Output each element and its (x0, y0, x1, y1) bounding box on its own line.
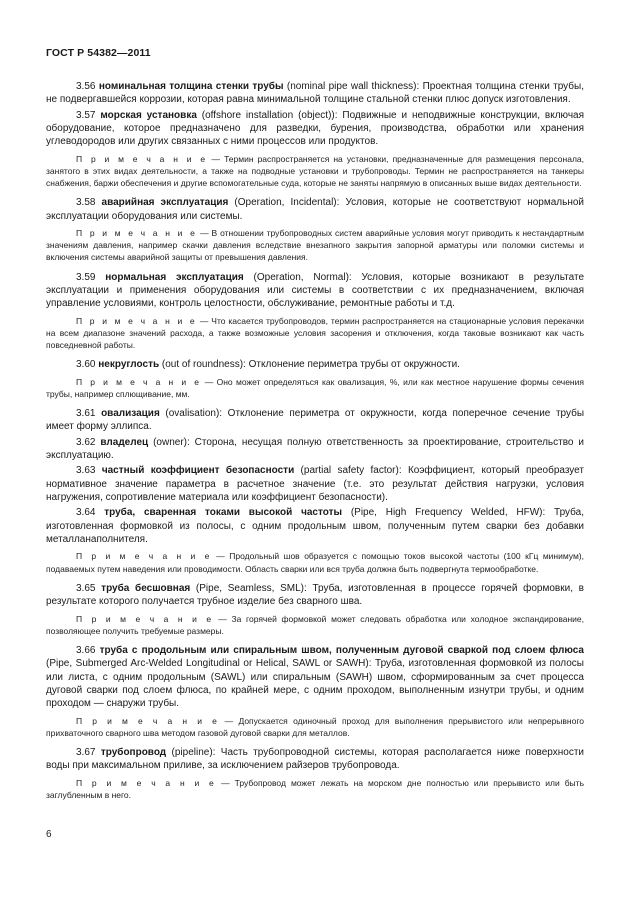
entry-number: 3.57 (76, 109, 96, 121)
entry-definition: (out of roundness): Отклонение периметра трубы от окружности. (159, 359, 460, 371)
note-label: П р и м е ч а н и е (76, 613, 214, 624)
note-label: П р и м е ч а н и е (76, 715, 220, 726)
note-label: П р и м е ч а н и е (76, 228, 198, 239)
entry-number: 3.63 (76, 465, 96, 477)
entry-number: 3.66 (76, 644, 96, 656)
entry-number: 3.61 (76, 408, 96, 420)
entry-definition: (Pipe, Seamless, SML): Труба, изготовленная в процессе горячей формовки, в результате которого получается трубное изделие без сварного шва. (46, 582, 584, 608)
entry-definition: (Operation, Normal): Условия, которые возникают в результате эксплуатации и применения оборудования или системы в соответствии с их предназначением, включая управление условиями, контроль целостности, обслуживание, ремонтные работы и т.д. (46, 271, 585, 310)
entry-definition: (owner): Сторона, несущая полную ответственность за проектирование, строительство и эксплуатацию. (46, 436, 584, 462)
entry-number: 3.59 (76, 271, 96, 283)
entry-term: владелец (100, 436, 149, 448)
note-text: — Допускается одиночный проход для выполнения прерывистого или непрерывного прихваточного сварного шва методом газовой дуговой сварки для металлов. (46, 715, 584, 738)
entry-number: 3.56 (76, 81, 96, 92)
standard-header: ГОСТ Р 54382—2011 (46, 47, 151, 59)
term-entry (46, 746, 584, 773)
entry-term: некруглость (98, 359, 160, 371)
entry-term: труба, сваренная токами высокой частоты (104, 507, 343, 519)
entry-definition: (pipeline): Часть трубопроводной системы, которая располагается ниже поверхности воды при максимальном приливе, за исключением райзеров трубопровода. (46, 747, 584, 772)
term-entry (46, 271, 584, 311)
note-text: — Трубопровод может лежать на морском дне полностью или прерывисто или быть заглубленным в него. (46, 777, 584, 800)
term-entry (46, 436, 584, 463)
entry-term: морская установка (100, 109, 197, 121)
term-entry (46, 407, 584, 434)
entry-term: труба бесшовная (101, 582, 191, 594)
entry-note (46, 715, 584, 739)
entry-term: частный коэффициент безопасности (101, 465, 295, 477)
entry-term: овализация (101, 408, 160, 420)
note-text: — За горячей формовкой может следовать обработка или холодное экспандирование, позволяющее получить требуемые размеры. (46, 613, 585, 636)
entry-number: 3.67 (76, 747, 96, 759)
page-number: 6 (46, 829, 52, 840)
entry-definition: (ovalisation): Отклонение периметра от окружности, когда поперечное сечение трубы имеет форму эллипса. (46, 408, 585, 433)
note-label: П р и м е ч а н и е (76, 551, 212, 562)
entry-note (46, 227, 584, 264)
term-entry (46, 582, 584, 609)
entry-number: 3.58 (76, 197, 96, 209)
entry-term: трубопровод (100, 747, 167, 759)
term-entry (46, 644, 584, 711)
note-text: — В отношении трубопроводных систем аварийные условия могут приводить к нестандартным значениям давления, например скачки давления вследствие внезапного закрытия запорной арматуры или поломки системы и включения системы аварийной защиты от превышения давления. (46, 228, 585, 263)
term-entry (46, 506, 584, 546)
term-entry (46, 80, 584, 107)
document-body (46, 80, 584, 808)
note-label: П р и м е ч а н и е (76, 153, 208, 164)
note-label: П р и м е ч а н и е (76, 315, 198, 326)
note-text: — Продольный шов образуется с помощью токов высокой частоты (100 кГц минимум), подаваемых путем наведения или проводимости. Область сварки или вся труба должна быть подвергнута термообработке. (46, 551, 584, 574)
entry-number: 3.64 (76, 507, 96, 519)
note-text: — Что касается трубопроводов, термин распространяется на стационарные условия перекачки на всем диапазоне значений расхода, а также возможные условия засорения и отключения, когда таковые возникают как часть повседневной работы. (46, 315, 584, 351)
term-entry (46, 196, 584, 223)
note-label: П р и м е ч а н и е (76, 777, 217, 788)
entry-number: 3.65 (76, 582, 96, 594)
term-entry (46, 109, 584, 149)
entry-note (46, 153, 584, 190)
entry-definition: (Pipe, High Frequency Welded, HFW): Труба, изготовленная формовкой из полосы, с одним продольным швом, полученным путем сварки без добавки металланаполнителя. (46, 507, 584, 546)
entry-term: труба с продольным или спиральным швом, полученным дуговой сваркой под слоем флюса (99, 644, 584, 656)
entry-number: 3.62 (76, 436, 96, 448)
entry-term: аварийная эксплуатация (101, 197, 229, 209)
entry-definition: (Pipe, Submerged Arc-Welded Longitudinal or Helical, SAWL or SAWH): Труба, изготовленная формовкой из полосы или листа, с одним продольным (SAWL) или спиральным (SAWH) швом, сформированным за счет процесса дуговой сварки под слоем флюса, по крайней мере, с одним проходом, выполненным изнутри трубы, и одним проходом — снаружи трубы. (46, 658, 584, 710)
note-label: П р и м е ч а н и е (76, 376, 202, 387)
entry-definition: (nominal pipe wall thickness): Проектная толщина стенки трубы, не подвергавшейся коррозии, которая равна минимальной толщине стальной стенки плюс допуск изготовления. (46, 81, 584, 106)
term-entry (46, 358, 584, 371)
entry-note (46, 550, 584, 574)
note-text: — Оно может определяться как овализация, %, или как местное нарушение формы сечения трубы, например сплющивание, мм. (46, 376, 584, 399)
entry-note (46, 315, 584, 352)
note-text: — Термин распространяется на установки, предназначенные для размещения персонала, занятого в этих видах деятельности, а также на подводные установки и трубопроводы. Термин не распространяется на танкеры снабжения, баржи обеспечения и другие вспомогательные суда, которые не заняты напрямую в описанных выше видах деятельности. (46, 153, 584, 189)
entry-note (46, 376, 584, 400)
entry-definition: (Operation, Incidental): Условия, которые не соответствуют нормальной эксплуатации оборудования или системы. (46, 197, 585, 222)
entry-definition: (partial safety factor): Коэффициент, который преобразует нормативное значение параметра в расчетное значение (т.е. это результат действия нагрузки, условия нагружения, сопротивление материала или коэффициент безопасности). (46, 465, 584, 504)
term-entry (46, 464, 584, 504)
entry-definition: (offshore installation (object)): Подвижные и неподвижные конструкции, включая оборудование, которое предназначено для разведки, бурения, производства, обработки или хранения углеводородов или других связанных с ними процессов или продуктов. (46, 109, 585, 148)
entry-term: номинальная толщина стенки трубы (98, 81, 284, 92)
entry-term: нормальная эксплуатация (105, 271, 244, 283)
entry-note (46, 613, 584, 637)
entry-number: 3.60 (76, 359, 96, 371)
entry-note (46, 777, 584, 801)
